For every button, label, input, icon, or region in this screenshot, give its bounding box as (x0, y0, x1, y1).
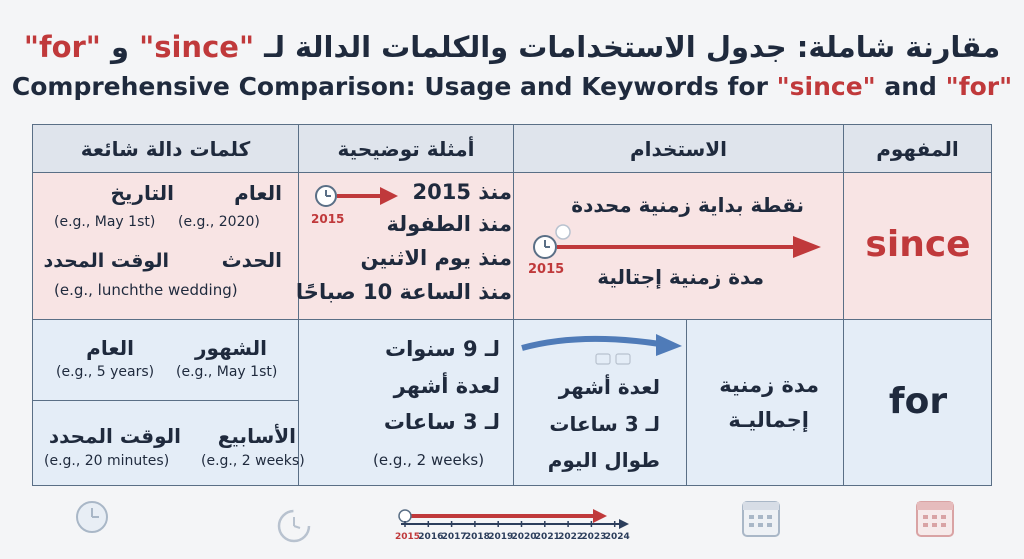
for-usage-2: لـ 3 ساعات (549, 412, 660, 436)
title-en-and: and (875, 72, 946, 101)
for-keyword-time-eg: (e.g., 20 minutes) (44, 453, 170, 469)
for-usage-1: لعدة أشهر (558, 375, 660, 399)
for-keyword-weeks: الأسابيع (217, 424, 296, 448)
timeline-year-label: 2015 (395, 532, 421, 542)
header-keywords-label: كلمات دالة شائعة (80, 136, 251, 161)
since-example-4: منذ الساعة 10 صباحًا (295, 280, 512, 304)
for-keyword-months: الشهور (195, 336, 267, 360)
header-examples-label: أمثلة توضيحية (337, 136, 475, 161)
clock-icon (74, 499, 110, 535)
for-keyword-months-eg: (e.g., May 1st) (176, 364, 278, 380)
since-example-3: منذ يوم الاثنين (360, 246, 512, 270)
for-usage-arrow (520, 330, 690, 370)
title-ar-for: "for" (23, 30, 101, 64)
timeline-year-label: 2016 (418, 532, 444, 542)
timeline-year-label: 2018 (464, 532, 490, 542)
for-keyword-weeks-eg: (e.g., 2 weeks) (201, 453, 305, 469)
since-concept-label: since (865, 224, 971, 265)
timeline-year-label: 2017 (441, 532, 467, 542)
calendar-icon (740, 496, 782, 540)
since-example-1: منذ 2015 (412, 180, 512, 204)
for-keyword-year-eg: (e.g., 5 years) (56, 364, 155, 380)
since-usage-arrow (525, 220, 825, 280)
since-example-year: 2015 (311, 212, 345, 226)
for-example-2: لعدة أشهر (393, 374, 500, 398)
title-en-text: Comprehensive Comparison: Usage and Keywords for (11, 72, 777, 101)
header-usage-label: الاستخدام (629, 136, 728, 161)
title-en-for: "for" (945, 72, 1013, 101)
title-en-since: "since" (776, 72, 876, 101)
for-example-3: لـ 3 ساعات (383, 410, 500, 434)
for-concept-ar-cell (686, 319, 844, 486)
for-keyword-year: العام (86, 336, 134, 360)
timeline-year-label: 2020 (511, 532, 537, 542)
for-usage-3: طوال اليوم (547, 448, 660, 472)
header-concept (843, 124, 992, 173)
for-keyword-time: الوقت المحدد (48, 424, 181, 448)
for-concept-label: for (888, 381, 948, 422)
since-example-2: منذ الطفولة (386, 212, 512, 236)
for-concept-ar-1: مدة زمنية (719, 373, 819, 397)
for-example-1: لـ 9 سنوات (384, 337, 500, 361)
timeline-year-label: 2023 (581, 532, 607, 542)
since-keyword-date: التاريخ (110, 181, 174, 205)
title-ar-and: و (100, 30, 140, 64)
for-example-eg: (e.g., 2 weeks) (373, 451, 485, 469)
since-keyword-year-eg: (e.g., 2020) (178, 214, 260, 230)
since-usage-start-point: نقطة بداية زمنية محددة (571, 193, 804, 217)
header-examples (298, 124, 514, 173)
stopwatch-icon (274, 506, 314, 546)
since-keyword-year: العام (234, 181, 282, 205)
header-usage (513, 124, 844, 173)
since-usage-year: 2015 (528, 262, 565, 277)
since-usage-duration: مدة زمنية إجتالية (597, 265, 764, 289)
since-keyword-time: الوقت المحدد (43, 250, 169, 272)
timeline-year-label: 2021 (534, 532, 560, 542)
timeline-year-label: 2024 (604, 532, 630, 542)
since-keyword-event: الحدث (221, 248, 282, 272)
since-keyword-event-eg: (e.g., lunchthe wedding) (54, 281, 238, 299)
calendar-icon (914, 496, 956, 540)
for-concept-ar-2: إجماليـة (728, 408, 809, 432)
header-keywords (32, 124, 299, 173)
timeline-year-label: 2019 (488, 532, 514, 542)
for-keywords-cell-1 (32, 319, 299, 401)
header-concept-label: المفهوم (876, 136, 959, 161)
title-ar-since: "since" (139, 30, 255, 64)
timeline-year-label: 2022 (558, 532, 584, 542)
title-ar-text: مقارنة شاملة: جدول الاستخدامات والكلمات الدالة لـ (254, 30, 1001, 64)
since-keyword-date-eg: (e.g., May 1st) (54, 214, 156, 230)
